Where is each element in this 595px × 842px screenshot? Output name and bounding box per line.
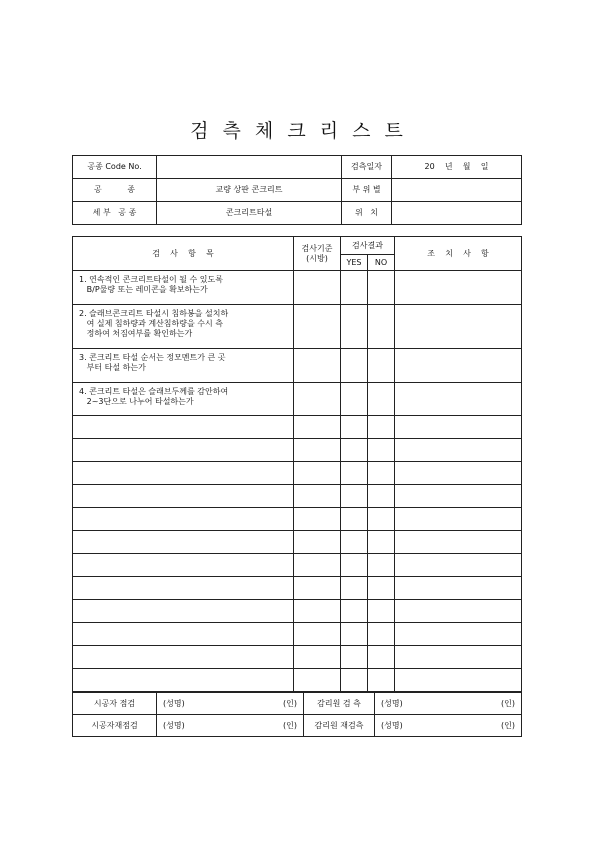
table-row <box>73 462 522 485</box>
yes-cell[interactable] <box>341 462 368 485</box>
seal-label: (인) <box>283 720 297 730</box>
yes-cell[interactable] <box>341 600 368 623</box>
action-cell[interactable] <box>395 554 522 577</box>
action-cell[interactable] <box>395 600 522 623</box>
item-cell[interactable] <box>73 508 294 531</box>
standard-cell[interactable] <box>294 600 341 623</box>
standard-cell[interactable] <box>294 669 341 692</box>
standard-cell[interactable] <box>294 485 341 508</box>
no-cell[interactable] <box>368 600 395 623</box>
checklist-header-row <box>73 237 522 255</box>
supervisor-reinspect-signature[interactable] <box>375 715 522 737</box>
item-cell[interactable] <box>73 554 294 577</box>
no-cell[interactable] <box>368 669 395 692</box>
seal-label: (인) <box>501 720 515 730</box>
no-cell[interactable] <box>368 305 395 349</box>
no-cell[interactable] <box>368 349 395 383</box>
standard-cell[interactable] <box>294 462 341 485</box>
date-label: 검측일자 <box>342 156 392 179</box>
code-field[interactable] <box>157 156 342 179</box>
supervisor-reinspect-label: 감리원 재검측 <box>304 715 375 737</box>
code-label: 공종 Code No. <box>73 156 157 179</box>
table-row <box>73 508 522 531</box>
no-cell[interactable] <box>368 554 395 577</box>
signature-row <box>73 693 522 715</box>
header-standard: 검사기준 (시방) <box>294 237 341 271</box>
part-label: 부 위 별 <box>342 179 392 202</box>
work-type-field[interactable]: 교량 상판 콘크리트 <box>157 179 342 202</box>
standard-cell[interactable] <box>294 416 341 439</box>
no-cell[interactable] <box>368 439 395 462</box>
no-cell[interactable] <box>368 623 395 646</box>
action-cell[interactable] <box>395 623 522 646</box>
table-row <box>73 531 522 554</box>
table-row <box>73 485 522 508</box>
info-row <box>73 156 522 179</box>
signature-table <box>72 692 522 737</box>
table-row <box>73 600 522 623</box>
no-cell[interactable] <box>368 577 395 600</box>
standard-cell[interactable] <box>294 577 341 600</box>
standard-cell[interactable] <box>294 531 341 554</box>
action-cell[interactable] <box>395 271 522 305</box>
contractor-check-signature[interactable] <box>157 693 304 715</box>
standard-cell[interactable] <box>294 305 341 349</box>
yes-cell[interactable] <box>341 485 368 508</box>
item-cell[interactable] <box>73 600 294 623</box>
yes-cell[interactable] <box>341 349 368 383</box>
seal-label: (인) <box>283 698 297 708</box>
checklist-table <box>72 236 522 692</box>
yes-cell[interactable] <box>341 383 368 416</box>
action-cell[interactable] <box>395 439 522 462</box>
action-cell[interactable] <box>395 508 522 531</box>
detail-type-field[interactable]: 콘크리트타설 <box>157 202 342 225</box>
yes-cell[interactable] <box>341 305 368 349</box>
name-label: (성명) <box>163 698 185 708</box>
location-field[interactable] <box>392 202 522 225</box>
no-cell[interactable] <box>368 508 395 531</box>
table-row <box>73 383 522 416</box>
contractor-recheck-label: 시공자재점검 <box>73 715 157 737</box>
action-cell[interactable] <box>395 383 522 416</box>
table-row <box>73 669 522 692</box>
item-cell[interactable] <box>73 577 294 600</box>
item-cell[interactable] <box>73 669 294 692</box>
standard-cell[interactable] <box>294 349 341 383</box>
yes-cell[interactable] <box>341 646 368 669</box>
table-row <box>73 439 522 462</box>
table-row <box>73 271 522 305</box>
standard-cell[interactable] <box>294 271 341 305</box>
action-cell[interactable] <box>395 577 522 600</box>
check-item: 4. 콘크리트 타설은 슬래브두께를 감안하여 2~3단으로 나누어 타설하는가 <box>73 383 294 416</box>
standard-cell[interactable] <box>294 383 341 416</box>
header-action: 조 치 사 항 <box>395 237 522 271</box>
header-no: NO <box>368 255 395 271</box>
name-label: (성명) <box>163 720 185 730</box>
info-row <box>73 179 522 202</box>
no-cell[interactable] <box>368 416 395 439</box>
item-cell[interactable] <box>73 646 294 669</box>
yes-cell[interactable] <box>341 508 368 531</box>
table-row <box>73 416 522 439</box>
info-table <box>72 155 522 225</box>
location-label: 위 치 <box>342 202 392 225</box>
yes-cell[interactable] <box>341 439 368 462</box>
no-cell[interactable] <box>368 462 395 485</box>
yes-cell[interactable] <box>341 271 368 305</box>
table-row <box>73 623 522 646</box>
action-cell[interactable] <box>395 462 522 485</box>
action-cell[interactable] <box>395 531 522 554</box>
page-title: 검 측 체 크 리 스 트 <box>190 120 405 142</box>
action-cell[interactable] <box>395 485 522 508</box>
no-cell[interactable] <box>368 485 395 508</box>
yes-cell[interactable] <box>341 531 368 554</box>
standard-cell[interactable] <box>294 646 341 669</box>
item-cell[interactable] <box>73 462 294 485</box>
contractor-recheck-signature[interactable] <box>157 715 304 737</box>
info-row <box>73 202 522 225</box>
check-item: 1. 연속적인 콘크리트타설이 될 수 있도록 B/P물량 또는 레미콘을 확보하는가 <box>73 271 294 305</box>
check-item: 2. 슬래브콘크리트 타설시 침하봉을 설치하 여 실제 침하량과 계산침하량을 수시 측 정하여 처짐여부를 확인하는가 <box>73 305 294 349</box>
name-label: (성명) <box>381 720 403 730</box>
action-cell[interactable] <box>395 646 522 669</box>
yes-cell[interactable] <box>341 554 368 577</box>
table-row <box>73 554 522 577</box>
action-cell[interactable] <box>395 416 522 439</box>
item-cell[interactable] <box>73 439 294 462</box>
table-row <box>73 577 522 600</box>
check-item: 3. 콘크리트 타설 순서는 정모멘트가 큰 곳 부터 타설 하는가 <box>73 349 294 383</box>
item-cell[interactable] <box>73 485 294 508</box>
part-field[interactable] <box>392 179 522 202</box>
table-row <box>73 646 522 669</box>
standard-cell[interactable] <box>294 554 341 577</box>
standard-cell[interactable] <box>294 508 341 531</box>
standard-cell[interactable] <box>294 623 341 646</box>
yes-cell[interactable] <box>341 577 368 600</box>
header-yes: YES <box>341 255 368 271</box>
work-type-label: 공 종 <box>73 179 157 202</box>
action-cell[interactable] <box>395 669 522 692</box>
supervisor-inspect-signature[interactable] <box>375 693 522 715</box>
supervisor-inspect-label: 감리원 검 측 <box>304 693 375 715</box>
item-cell[interactable] <box>73 623 294 646</box>
action-cell[interactable] <box>395 349 522 383</box>
action-cell[interactable] <box>395 305 522 349</box>
yes-cell[interactable] <box>341 623 368 646</box>
standard-cell[interactable] <box>294 439 341 462</box>
contractor-check-label: 시공자 점검 <box>73 693 157 715</box>
table-row <box>73 349 522 383</box>
item-cell[interactable] <box>73 531 294 554</box>
detail-type-label: 세 부 공 종 <box>73 202 157 225</box>
item-cell[interactable] <box>73 416 294 439</box>
yes-cell[interactable] <box>341 416 368 439</box>
no-cell[interactable] <box>368 531 395 554</box>
header-result: 검사결과 <box>341 237 395 255</box>
no-cell[interactable] <box>368 646 395 669</box>
yes-cell[interactable] <box>341 669 368 692</box>
no-cell[interactable] <box>368 383 395 416</box>
table-row <box>73 305 522 349</box>
name-label: (성명) <box>381 698 403 708</box>
header-items: 검 사 항 목 <box>73 237 294 271</box>
signature-row <box>73 715 522 737</box>
date-field[interactable]: 20 년 월 일 <box>392 156 522 179</box>
seal-label: (인) <box>501 698 515 708</box>
no-cell[interactable] <box>368 271 395 305</box>
